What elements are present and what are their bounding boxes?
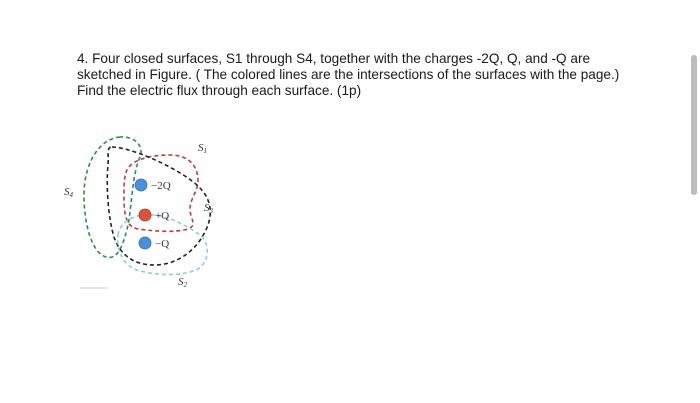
charge-label-negq: −Q bbox=[155, 238, 170, 250]
surface-label-s4: S4 bbox=[64, 186, 73, 199]
question-text: 4. Four closed surfaces, S1 through S4, together with the charges -2Q, Q, and -Q are sketched in Figure. ( The colored lines are the intersections of the surfaces with the page.) Find the electric flux through each surface. (1p) bbox=[77, 51, 620, 98]
surface-label-s2: S2 bbox=[178, 276, 187, 289]
charge-neg2q bbox=[135, 179, 147, 191]
surface-label-s1: S1 bbox=[198, 142, 207, 155]
scrollbar-thumb[interactable] bbox=[691, 55, 697, 195]
charge-label-neg2q: −2Q bbox=[151, 180, 171, 192]
charge-negq bbox=[139, 237, 151, 249]
vertical-scrollbar[interactable] bbox=[686, 0, 700, 403]
gauss-surfaces-figure bbox=[58, 125, 228, 295]
surface-label-s3: S3 bbox=[204, 202, 213, 215]
charge-posq bbox=[139, 209, 151, 221]
charge-label-posq: +Q bbox=[155, 210, 170, 222]
figure-svg bbox=[58, 125, 228, 295]
surface-s4-green bbox=[84, 137, 141, 258]
